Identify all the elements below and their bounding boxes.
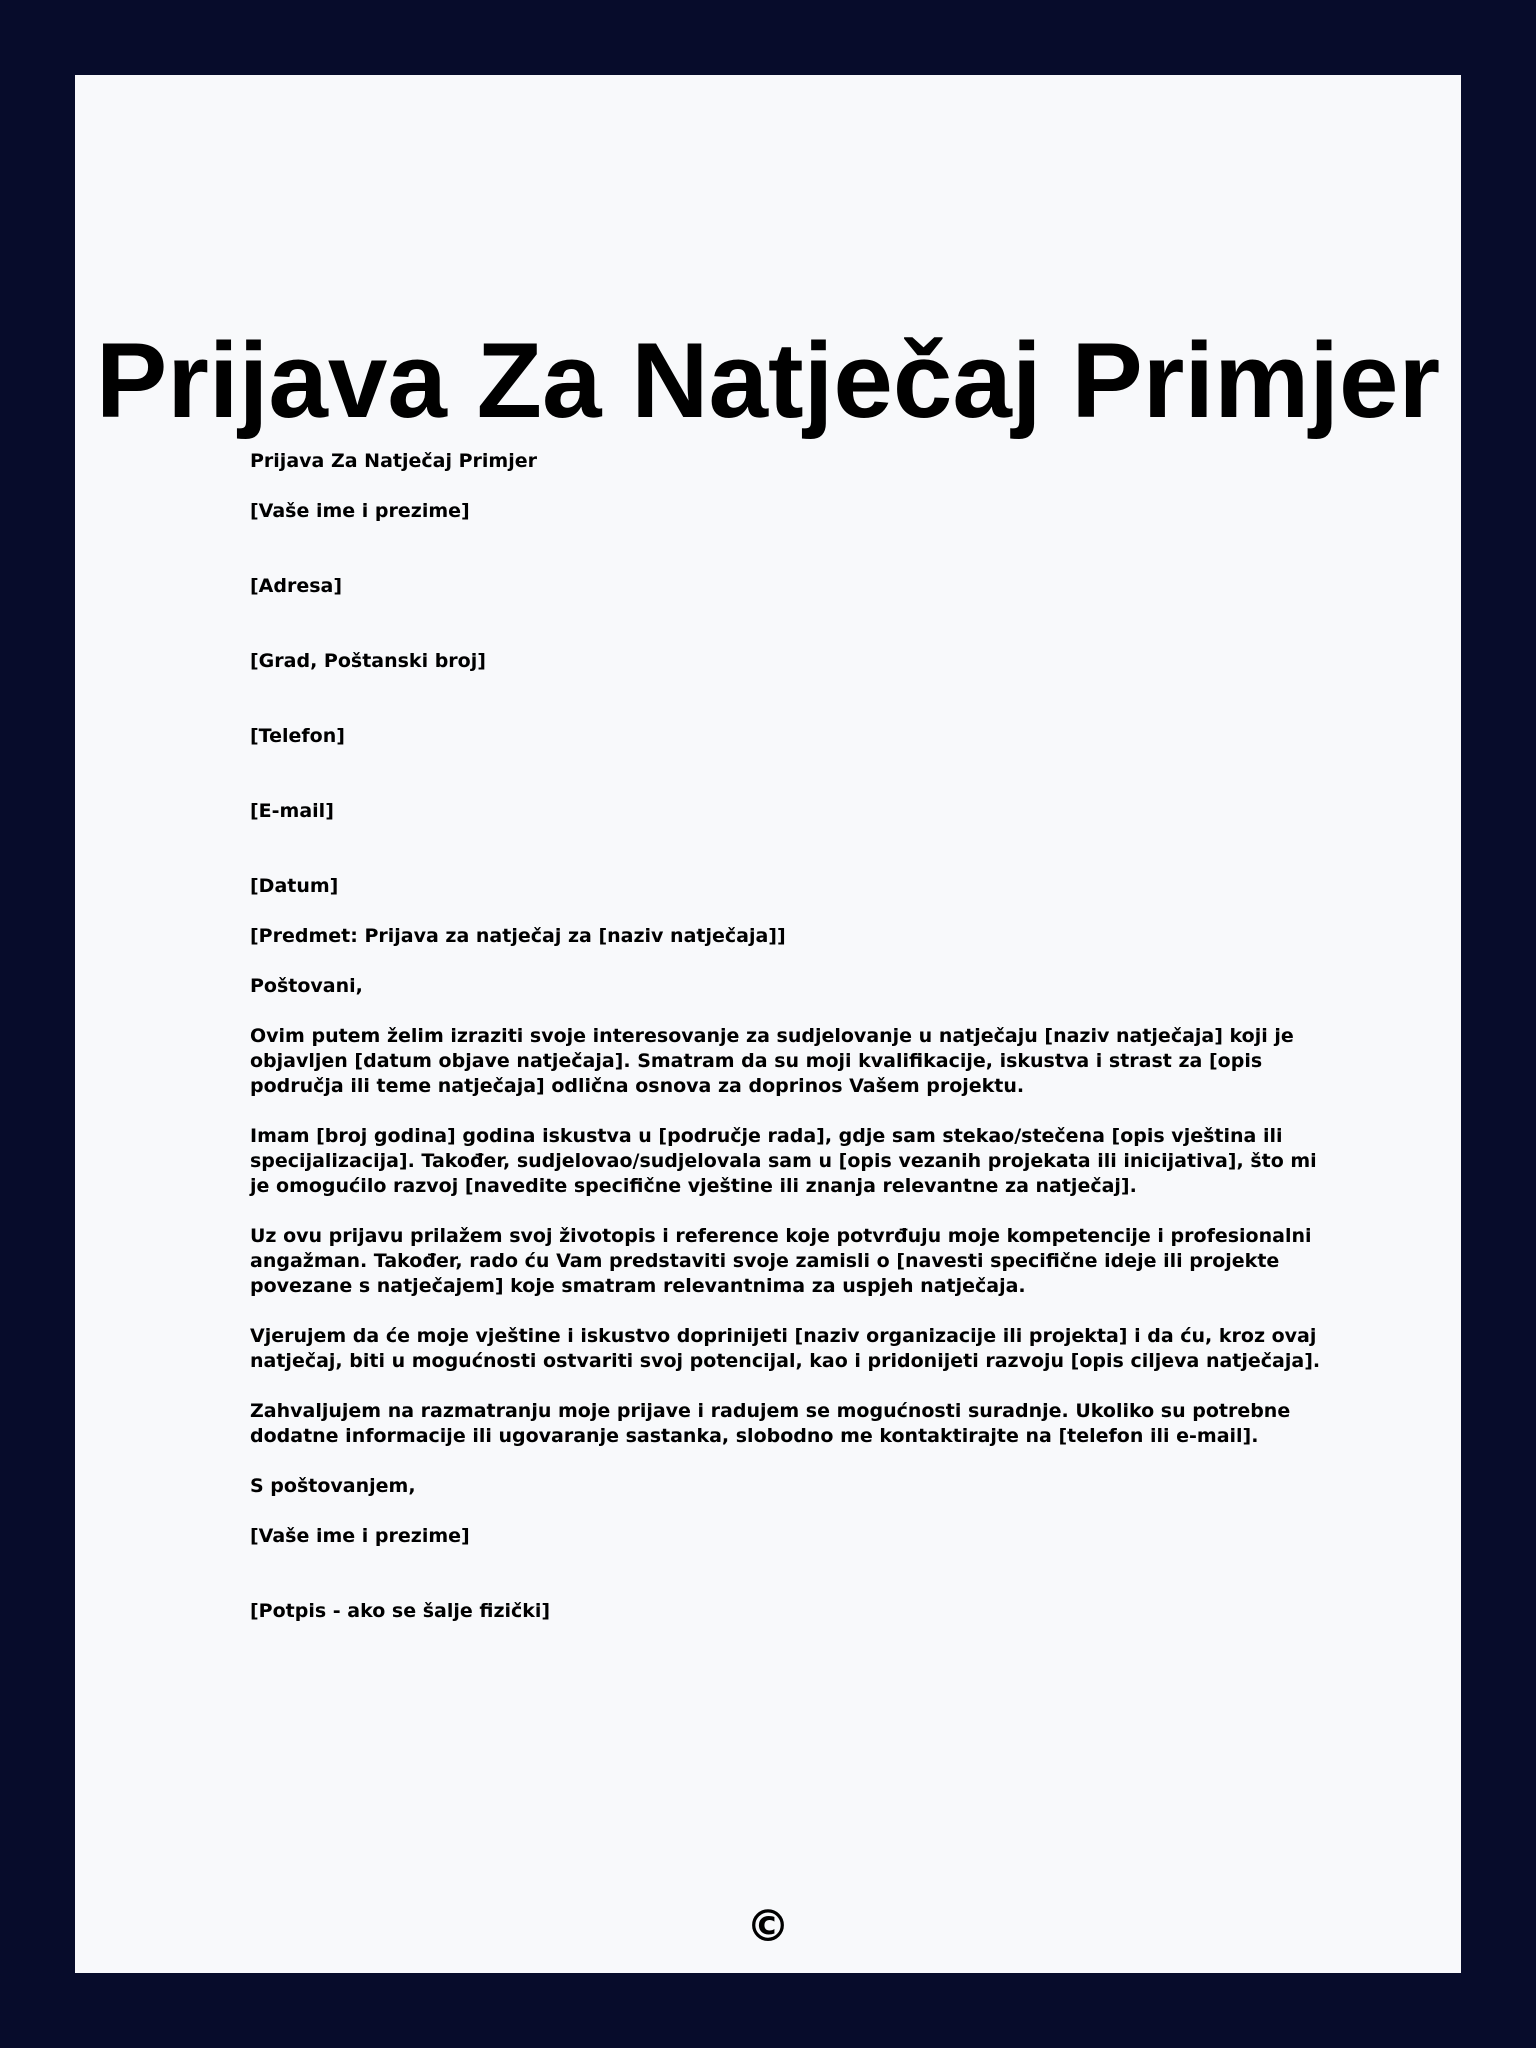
letter-closing: S poštovanjem, — [250, 1475, 416, 1497]
document-page — [75, 75, 1461, 1973]
letter-paragraph: Ovim putem želim izraziti svoje interesovanje za sudjelovanje u natječaju [naziv natječaja] koji je objavljen [datum objave natječaja]. Smatram da su moji kvalifikacije, iskustva i strast za [opis područja ili teme natječaja] odlična osnova za doprinos Vašem projektu. — [250, 1025, 1294, 1097]
letter-date: [Datum] — [250, 875, 339, 897]
signature-note: [Potpis - ako se šalje fizički] — [250, 1600, 551, 1622]
copyright-icon: © — [746, 1901, 790, 1952]
sender-phone: [Telefon] — [250, 725, 345, 747]
letter-paragraph: Uz ovu prijavu prilažem svoj životopis i reference koje potvrđuju moje kompetencije i profesionalni angažman. Također, rado ću Vam predstaviti svoje zamisli o [navesti specifične ideje ili projekte povezane s natječajem] koje smatram relevantnima za uspjeh natječaja. — [250, 1225, 1312, 1297]
letter-subject: [Predmet: Prijava za natječaj za [naziv natječaja]] — [250, 925, 786, 947]
page-title: Prijava Za Natječaj Primjer — [95, 320, 1441, 440]
sender-name: [Vaše ime i prezime] — [250, 500, 470, 522]
letter-salutation: Poštovani, — [250, 975, 363, 997]
letter-body — [250, 449, 1340, 1649]
letter-paragraph: Zahvaljujem na razmatranju moje prijave i radujem se mogućnosti suradnje. Ukoliko su potrebne dodatne informacije ili ugovaranje sastanka, slobodno me kontaktirajte na [telefon ili e-mail]. — [250, 1400, 1291, 1447]
sender-city: [Grad, Poštanski broj] — [250, 650, 486, 672]
sender-email: [E-mail] — [250, 800, 334, 822]
letter-heading: Prijava Za Natječaj Primjer — [250, 450, 537, 472]
sender-address: [Adresa] — [250, 575, 343, 597]
signature-name: [Vaše ime i prezime] — [250, 1525, 470, 1547]
letter-paragraph: Imam [broj godina] godina iskustva u [područje rada], gdje sam stekao/stečena [opis vještina ili specijalizacija]. Također, sudjelovao/sudjelovala sam u [opis vezanih projekata ili inicijativa], što mi je omogućilo razvoj [navedite specifične vještine ili znanja relevantne za natječaj]. — [250, 1125, 1317, 1197]
letter-paragraph: Vjerujem da će moje vještine i iskustvo doprinijeti [naziv organizacije ili projekta] i da ću, kroz ovaj natječaj, biti u mogućnosti ostvariti svoj potencijal, kao i pridonijeti razvoju [opis ciljeva natječaja]. — [250, 1325, 1321, 1372]
